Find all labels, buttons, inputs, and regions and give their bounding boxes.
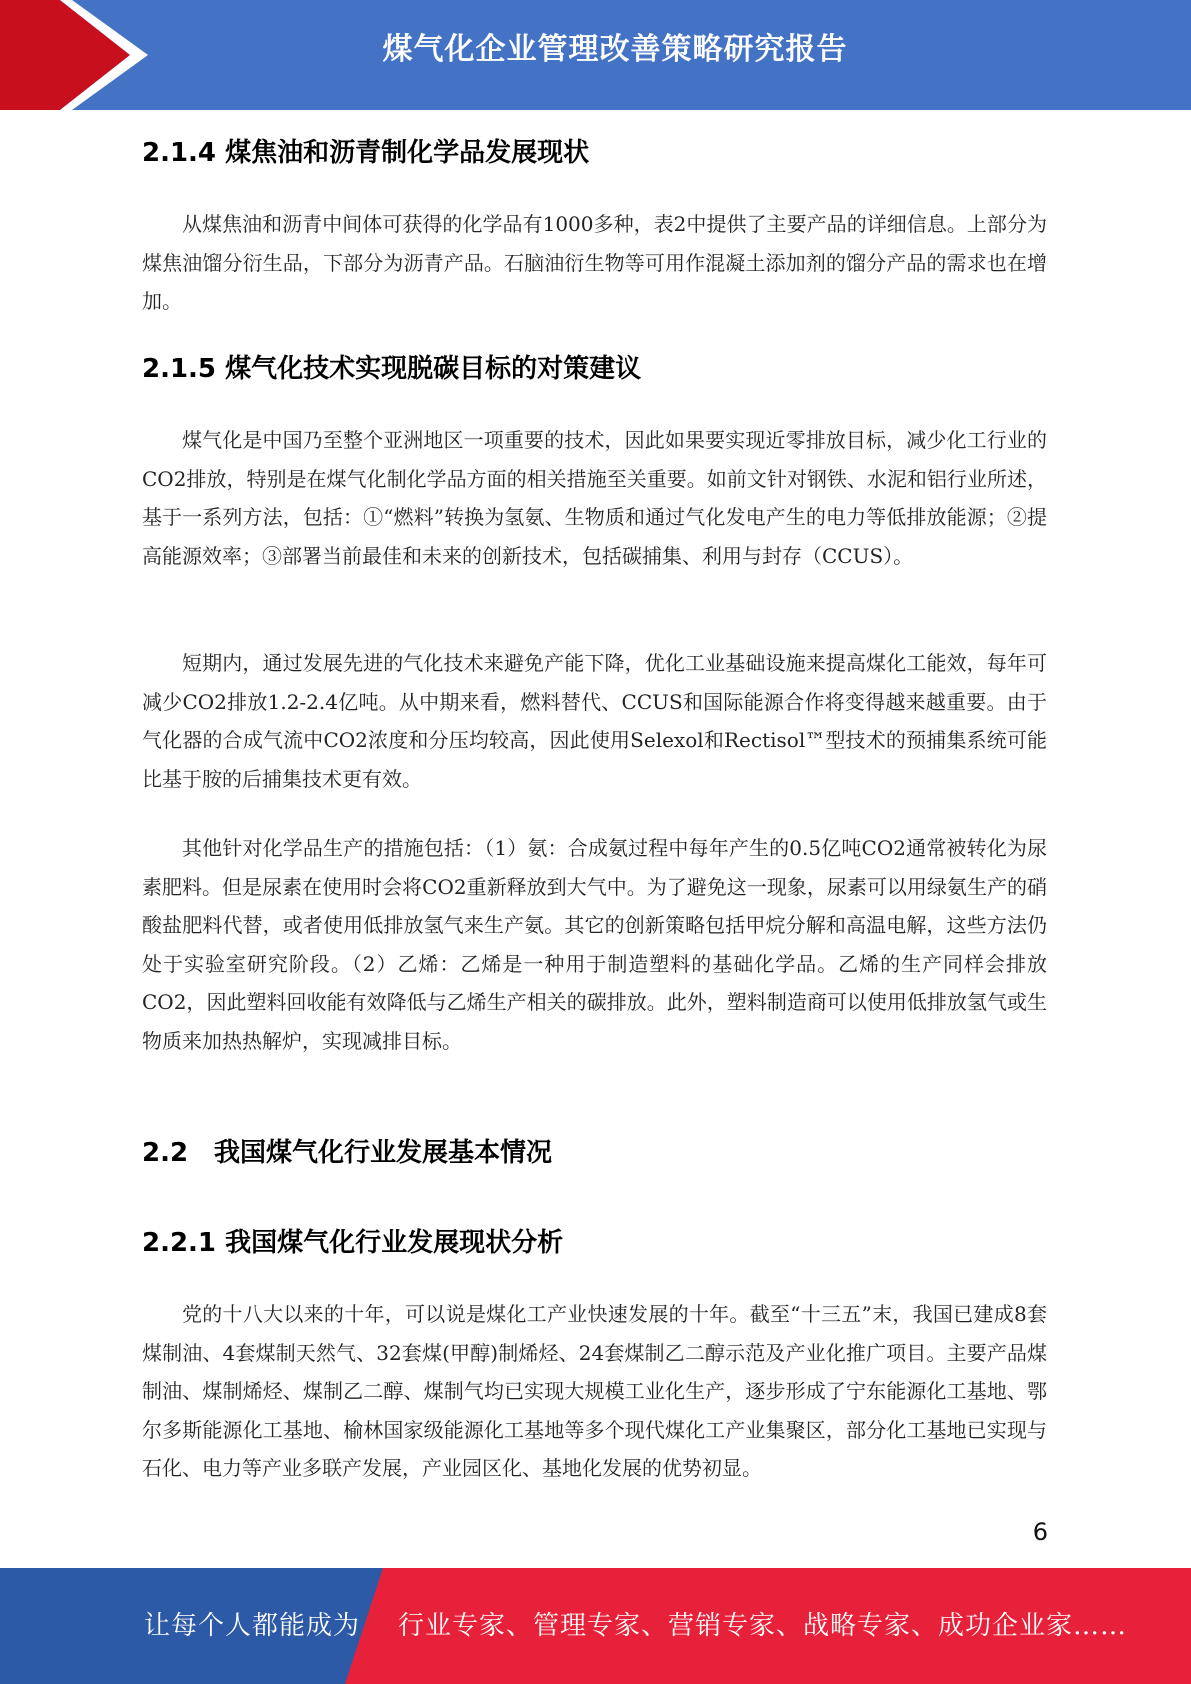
- report-title: 煤气化企业管理改善策略研究报告: [382, 32, 848, 67]
- footer-slogan-right: 行业专家、管理专家、营销专家、战略专家、成功企业家……: [398, 1611, 1128, 1641]
- header-banner: [0, 0, 1191, 110]
- section-heading-2-1-4: 2.1.4 煤焦油和沥青制化学品发展现状: [142, 138, 590, 168]
- section-heading-2-2-1: 2.2.1 我国煤气化行业发展现状分析: [142, 1228, 564, 1258]
- paragraph: 短期内，通过发展先进的气化技术来避免产能下降，优化工业基础设施来提高煤化工能效，每年可减少CO2排放1.2-2.4亿吨。从中期来看，燃料替代、CCUS和国际能源合作将变得越来越重要。由于气化器的合成气流中CO2浓度和分压均较高，因此使用Selexol和Rectisol™型技术的预捕集系统可能比基于胺的后捕集技术更有效。: [142, 651, 1047, 791]
- section-heading-2-1-5: 2.1.5 煤气化技术实现脱碳目标的对策建议: [142, 354, 642, 384]
- paragraph: 其他针对化学品生产的措施包括：（1）氨：合成氨过程中每年产生的0.5亿吨CO2通常被转化为尿素肥料。但是尿素在使用时会将CO2重新释放到大气中。为了避免这一现象，尿素可以用绿氨生产的硝酸盐肥料代替，或者使用低排放氢气来生产氨。其它的创新策略包括甲烷分解和高温电解，这些方法仍处于实验室研究阶段。（2）乙烯：乙烯是一种用于制造塑料的基础化学品。乙烯的生产同样会排放CO2，因此塑料回收能有效降低与乙烯生产相关的碳排放。此外，塑料制造商可以使用低排放氢气或生物质来加热热解炉，实现减排目标。: [142, 836, 1047, 1053]
- paragraph: 从煤焦油和沥青中间体可获得的化学品有1000多种，表2中提供了主要产品的详细信息。上部分为煤焦油馏分衍生品，下部分为沥青产品。石脑油衍生物等可用作混凝土添加剂的馏分产品的需求也在增加。: [142, 212, 1047, 313]
- footer-banner: [0, 1568, 1191, 1684]
- paragraph: 煤气化是中国乃至整个亚洲地区一项重要的技术，因此如果要实现近零排放目标，减少化工行业的CO2排放，特别是在煤气化制化学品方面的相关措施至关重要。如前文针对钢铁、水泥和铝行业所述，基于一系列方法，包括：①“燃料”转换为氢氨、生物质和通过气化发电产生的电力等低排放能源；②提高能源效率；③部署当前最佳和未来的创新技术，包括碳捕集、利用与封存（CCUS）。: [142, 428, 1047, 568]
- paragraph: 党的十八大以来的十年，可以说是煤化工产业快速发展的十年。截至“十三五”末，我国已建成8套煤制油、4套煤制天然气、32套煤(甲醇)制烯烃、24套煤制乙二醇示范及产业化推广项目。主要产品煤制油、煤制烯烃、煤制乙二醇、煤制气均已实现大规模工业化生产，逐步形成了宁东能源化工基地、鄂尔多斯能源化工基地、榆林国家级能源化工基地等多个现代煤化工产业集聚区，部分化工基地已实现与石化、电力等产业多联产发展，产业园区化、基地化发展的优势初显。: [142, 1302, 1047, 1480]
- section-heading-2-2: 2.2 我国煤气化行业发展基本情况: [142, 1138, 553, 1168]
- page-number: 6: [1032, 1518, 1048, 1546]
- footer-slogan-left: 让每个人都能成为: [144, 1611, 361, 1641]
